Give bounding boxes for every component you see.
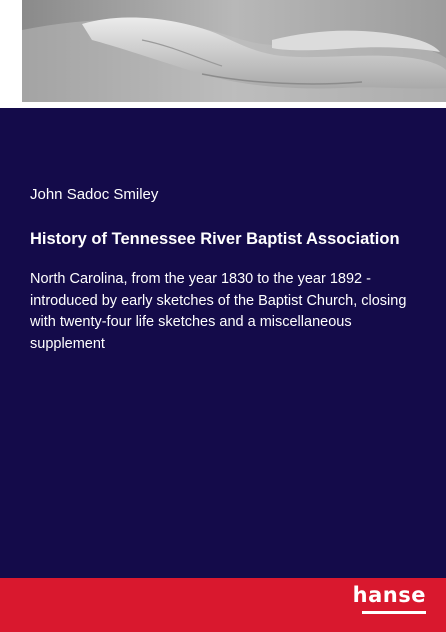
author-name: John Sadoc Smiley xyxy=(30,186,159,203)
publisher-logo: hanse xyxy=(352,583,426,607)
cover-image xyxy=(0,0,446,108)
book-title: History of Tennessee River Baptist Association xyxy=(30,230,400,248)
open-hand-illustration xyxy=(22,0,446,102)
book-subtitle: North Carolina, from the year 1830 to the year 1892 - introduced by early sketches of the Baptist Church, closing with twenty-four life sketches and a miscellaneous supplement xyxy=(30,271,407,352)
logo-underline xyxy=(362,611,426,614)
